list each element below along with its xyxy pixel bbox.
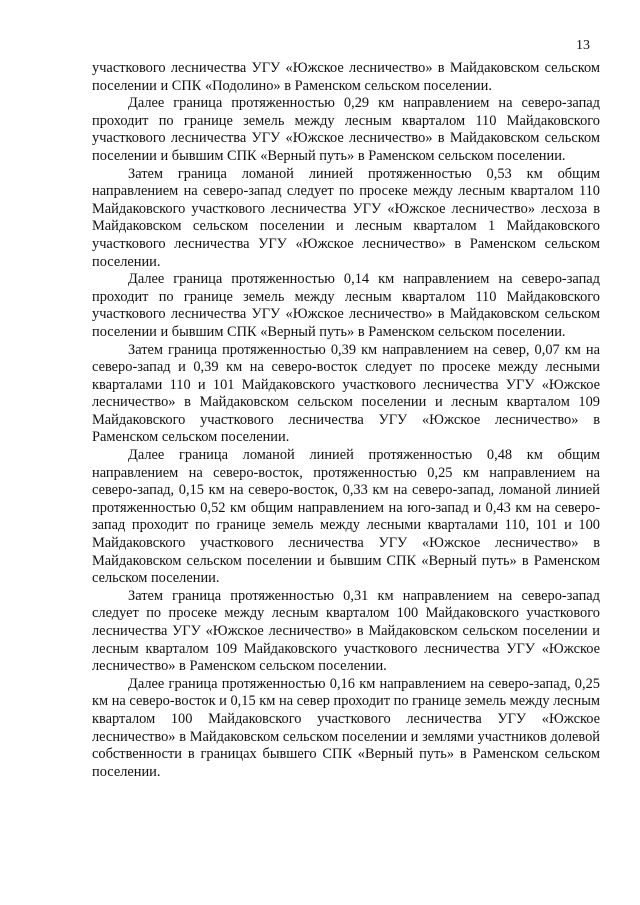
paragraph: Далее граница протяженностью 0,16 км направлением на северо-запад, 0,25 км на северо-восток и 0,15 км на север проходит по границе земель между лесным кварталом 100 Майдаковского участкового лесничества УГУ «Южское лесничество» в Майдаковском сельском поселении и землями участников долевой собственности в границах бывшего СПК «Верный путь» в Раменском сельском поселении. [92, 675, 600, 780]
page-number: 13 [576, 38, 590, 53]
paragraph: Затем граница ломаной линией протяженностью 0,53 км общим направлением на северо-запад следует по просеке между лесным кварталом 110 Майдаковского участкового лесничества УГУ «Южское лесничество» лесхоза в Майдаковском сельском поселении и лесным кварталом 1 Майдаковского участкового лесничества УГУ «Южское лесничество» в Раменском сельском поселении. [92, 165, 600, 270]
paragraph: Далее граница протяженностью 0,29 км направлением на северо-запад проходит по границе земель между лесным кварталом 110 Майдаковского участкового лесничества УГУ «Южское лесничество» в Майдаковском сельском поселении и бывшим СПК «Верный путь» в Раменском сельском поселении. [92, 95, 600, 164]
paragraph: Затем граница протяженностью 0,39 км направлением на север, 0,07 км на северо-запад и 0,39 км на северо-восток следует по просеке между лесными кварталами 110 и 101 Майдаковского участкового лесничества УГУ «Южское лесничество» в Майдаковском сельском поселении и лесным кварталом 109 Майдаковского участкового лесничества УГУ «Южское лесничество» в Раменском сельском поселении. [92, 341, 600, 446]
document-body [92, 60, 600, 781]
paragraph-continuation: участкового лесничества УГУ «Южское лесничество» в Майдаковском сельском поселении и СПК «Подолино» в Раменском сельском поселении. [92, 60, 600, 94]
paragraph: Далее граница протяженностью 0,14 км направлением на северо-запад проходит по границе земель между лесным кварталом 110 Майдаковского участкового лесничества УГУ «Южское лесничество» в Майдаковском сельском поселении и бывшим СПК «Верный путь» в Раменском сельском поселении. [92, 271, 600, 340]
paragraph: Затем граница протяженностью 0,31 км направлением на северо-запад следует по просеке между лесным кварталом 100 Майдаковского участкового лесничества УГУ «Южское лесничество» в Майдаковском сельском поселении и лесным кварталом 109 Майдаковского участкового лесничества УГУ «Южское лесничество» в Раменском сельском поселении. [92, 587, 600, 675]
paragraph: Далее граница ломаной линией протяженностью 0,48 км общим направлением на северо-восток, протяженностью 0,25 км направлением на северо-запад, 0,15 км на северо-восток, 0,33 км на северо-запад, ломаной линией протяженностью 0,52 км общим направлением на юго-запад и 0,43 км на северо-запад проходит по границе земель между лесными кварталами 110, 101 и 100 Майдаковского участкового лесничества УГУ «Южское лесничество» в Майдаковском сельском поселении и бывшим СПК «Верный путь» в Раменском сельском поселении. [92, 447, 600, 587]
